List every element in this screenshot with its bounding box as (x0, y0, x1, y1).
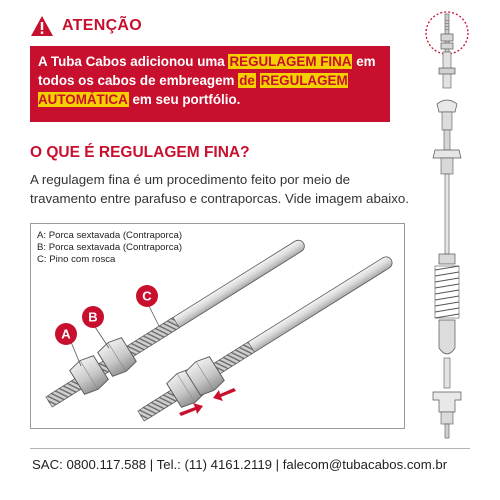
legend-item-c: C: Pino com rosca (37, 254, 116, 265)
section-heading: O QUE É REGULAGEM FINA? (30, 144, 250, 161)
footer-divider (30, 448, 470, 449)
callout-b-label: B (88, 309, 98, 325)
legend-item-a: A: Porca sextavada (Contraporca) (37, 230, 183, 241)
legend-item-b: B: Porca sextavada (Contraporca) (37, 242, 183, 253)
notice-highlight-regulagem-fina: REGULAGEM FINA (229, 54, 352, 69)
callout-a-label: A (61, 326, 71, 342)
callout-b (82, 306, 104, 328)
notice-highlight-regulagem-automatica: REGULAGEM AUTOMÁTICA (38, 73, 348, 107)
notice-highlight-de: de (239, 73, 255, 88)
notice-text-4: em seu portfólio. (128, 92, 241, 107)
arrow-left-icon (213, 388, 236, 401)
notice-text-2: em todos os cabos de embreagem (38, 54, 376, 88)
clutch-cable-illustration (415, 8, 495, 448)
callout-c-label: C (142, 288, 152, 304)
warning-triangle-icon (30, 15, 54, 37)
explanation-text: A regulagem fina é um procedimento feito por meio de travamento entre parafuso e contraporcas. Vide imagem abaixo. (30, 172, 409, 206)
diagram-box (30, 223, 405, 429)
warning-title: ATENÇÃO (62, 17, 143, 34)
notice-text-1: A Tuba Cabos adicionou uma (38, 54, 229, 69)
notice-box (30, 46, 390, 122)
notice-text-3 (256, 73, 260, 88)
footer-contact: SAC: 0800.117.588 | Tel.: (11) 4161.2119 | falecom@tubacabos.com.br (32, 457, 448, 472)
legend (37, 230, 182, 266)
callout-a (55, 323, 77, 345)
callout-c (136, 285, 158, 307)
warning-header (30, 14, 142, 38)
